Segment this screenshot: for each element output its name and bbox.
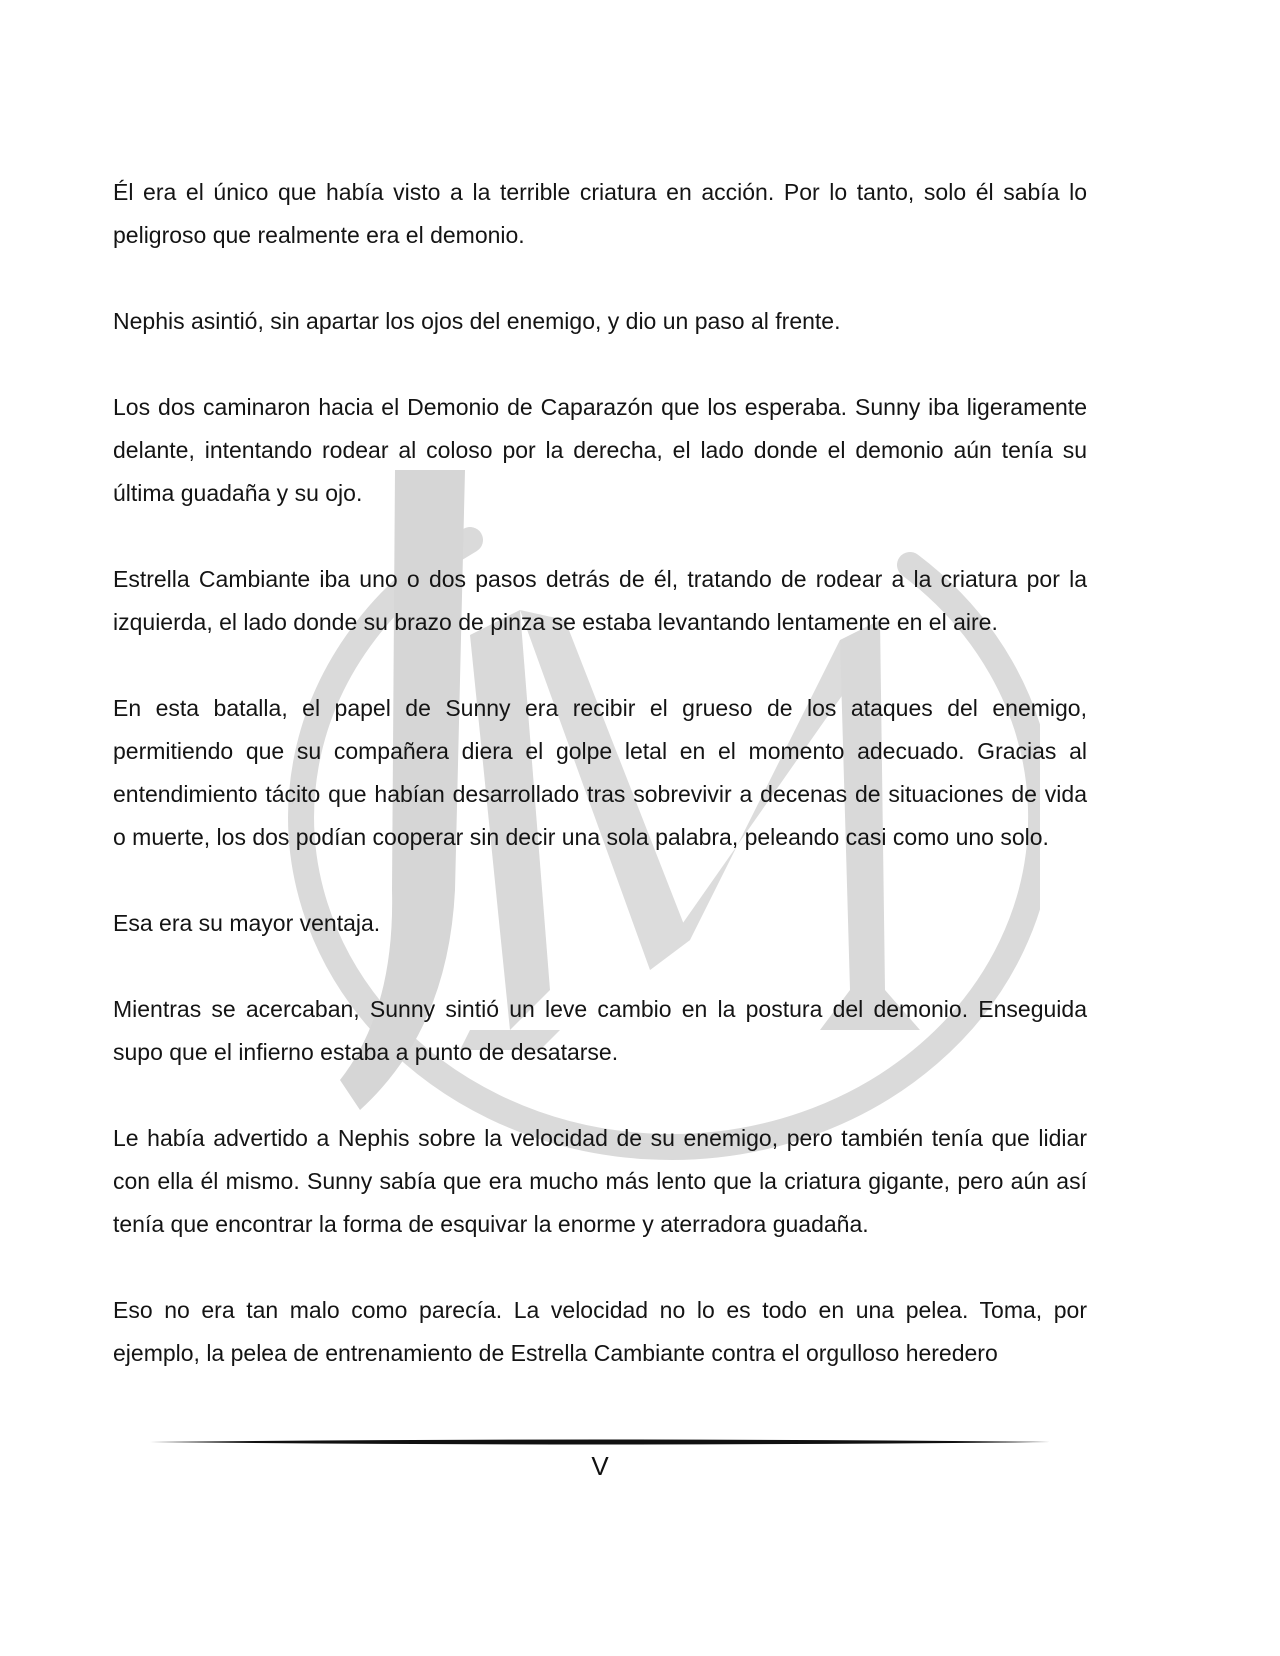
page-number: V	[591, 1451, 609, 1481]
paragraph: Eso no era tan malo como parecía. La velocidad no lo es todo en una pelea. Toma, por ejemplo, la pelea de entrenamiento de Estrella Cambiante contra el orgulloso heredero	[113, 1297, 1087, 1366]
paragraph: Él era el único que había visto a la terrible criatura en acción. Por lo tanto, solo él sabía lo peligroso que realmente era el demonio.	[113, 179, 1087, 248]
paragraph: Los dos caminaron hacia el Demonio de Caparazón que los esperaba. Sunny iba ligeramente delante, intentando rodear al coloso por la derecha, el lado donde el demonio aún tenía su última guadaña y su ojo.	[113, 394, 1087, 506]
paragraph: Mientras se acercaban, Sunny sintió un leve cambio en la postura del demonio. Enseguida supo que el infierno estaba a punto de desatarse.	[113, 996, 1087, 1065]
paragraph: En esta batalla, el papel de Sunny era recibir el grueso de los ataques del enemigo, permitiendo que su compañera diera el golpe letal en el momento adecuado. Gracias al entendimiento tácito que habían desarrollado tras sobrevivir a decenas de situaciones de vida o muerte, los dos podían cooperar sin decir una sola palabra, peleando casi como uno solo.	[113, 695, 1087, 850]
body-text	[113, 171, 1087, 1375]
paragraph: Nephis asintió, sin apartar los ojos del enemigo, y dio un paso al frente.	[113, 308, 841, 334]
paragraph: Le había advertido a Nephis sobre la velocidad de su enemigo, pero también tenía que lidiar con ella él mismo. Sunny sabía que era mucho más lento que la criatura gigante, pero aún así tenía que encontrar la forma de esquivar la enorme y aterradora guadaña.	[113, 1125, 1087, 1237]
footer-divider	[150, 1437, 1050, 1447]
paragraph: Estrella Cambiante iba uno o dos pasos detrás de él, tratando de rodear a la criatura por la izquierda, el lado donde su brazo de pinza se estaba levantando lentamente en el aire.	[113, 566, 1087, 635]
paragraph: Esa era su mayor ventaja.	[113, 910, 381, 936]
